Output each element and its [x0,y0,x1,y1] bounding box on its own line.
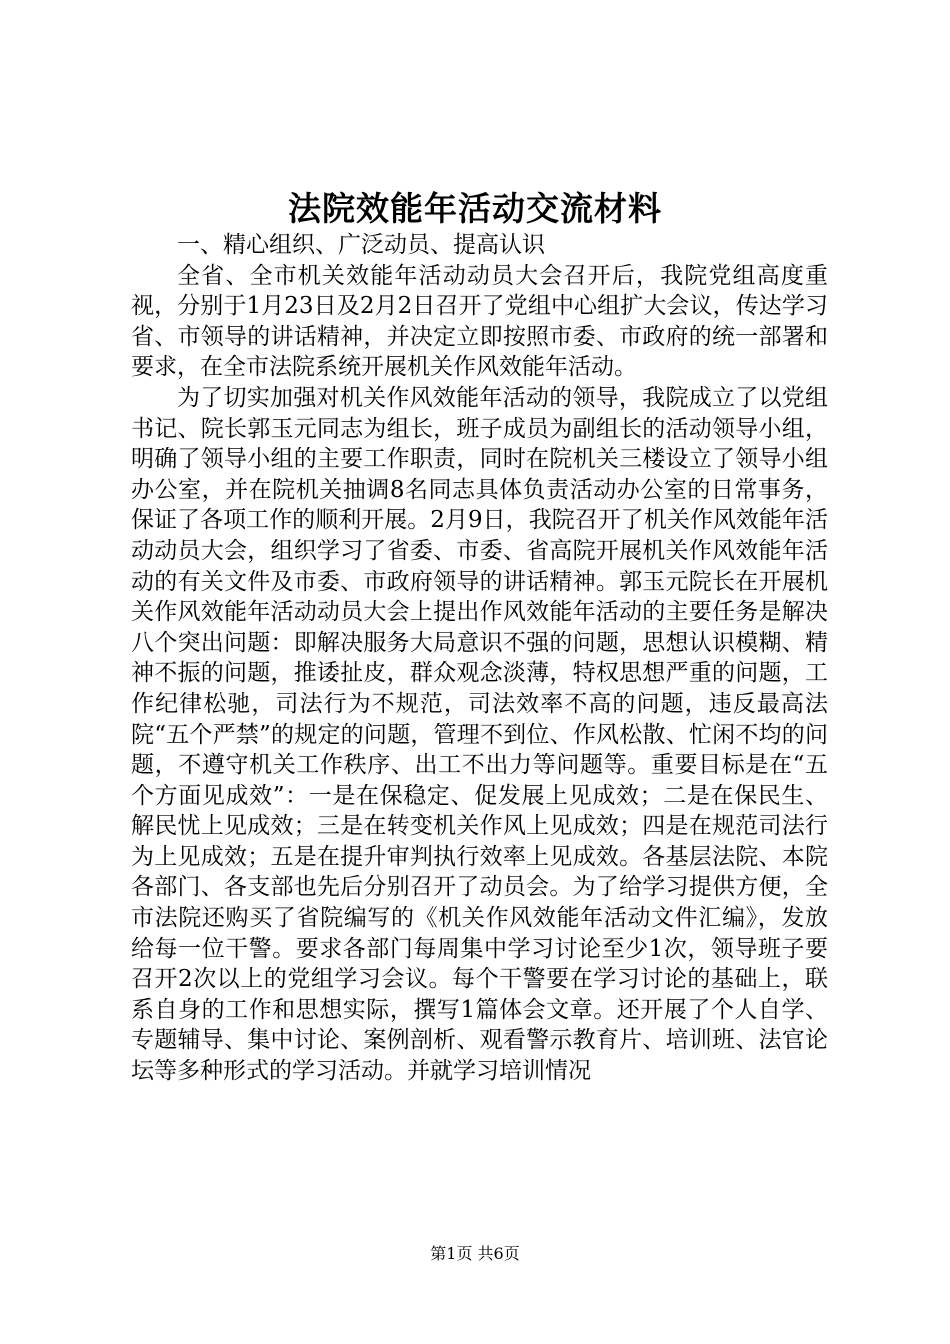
section-heading: 一、精心组织、广泛动员、提高认识 [177,232,545,258]
document-title: 法院效能年活动交流材料 [288,189,662,228]
paragraph-2: 为了切实加强对机关作风效能年活动的领导，我院成立了以党组书记、院长郭玉元同志为组长，班子成员为副组长的活动领导小组，明确了领导小组的主要工作职责，同时在院机关三楼设立了领导小组办公室，并在院机关抽调8名同志具体负责活动办公室的日常事务，保证了各项工作的顺利开展。2月9日，我院召开了机关作风效能年活动动员大会，组织学习了省委、市委、省高院开展机关作风效能年活动的有关文件及市委、市政府领导的讲话精神。郭玉元院长在开展机关作风效能年活动动员大会上提出作风效能年活动的主要任务是解决八个突出问题：即解决服务大局意识不强的问题，思想认识模糊、精神不振的问题，推诿扯皮，群众观念淡薄，特权思想严重的问题，工作纪律松驰，司法行为不规范，司法效率不高的问题，违反最高法院“五个严禁”的规定的问题，管理不到位、作风松散、忙闲不均的问题，不遵守机关工作秩序、出工不出力等问题等。重要目标是在“五个方面见成效”：一是在保稳定、促发展上见成效；二是在保民生、解民忧上见成效；三是在转变机关作风上见成效；四是在规范司法行为上见成效；五是在提升审判执行效率上见成效。各基层法院、本院各部门、各支部也先后分别召开了动员会。为了给学习提供方便，全市法院还购买了省院编写的《机关作风效能年活动文件汇编》，发放给每一位干警。要求各部门每周集中学习讨论至少1次，领导班子要召开2次以上的党组学习会议。每个干警要在学习讨论的基础上，联系自身的工作和思想实际，撰写1篇体会文章。还开展了个人自学、专题辅导、集中讨论、案例剖析、观看警示教育片、培训班、法官论坛等多种形式的学习活动。并就学习培训情况 [131,384,828,1085]
page-footer: 第1页 共6页 [430,1244,520,1263]
document-body [131,230,828,1087]
paragraph-1: 全省、全市机关效能年活动动员大会召开后，我院党组高度重视，分别于1月23日及2月2日召开了党组中心组扩大会议，传达学习省、市领导的讲话精神，并决定立即按照市委、市政府的统一部署和要求，在全市法院系统开展机关作风效能年活动。 [131,262,828,381]
